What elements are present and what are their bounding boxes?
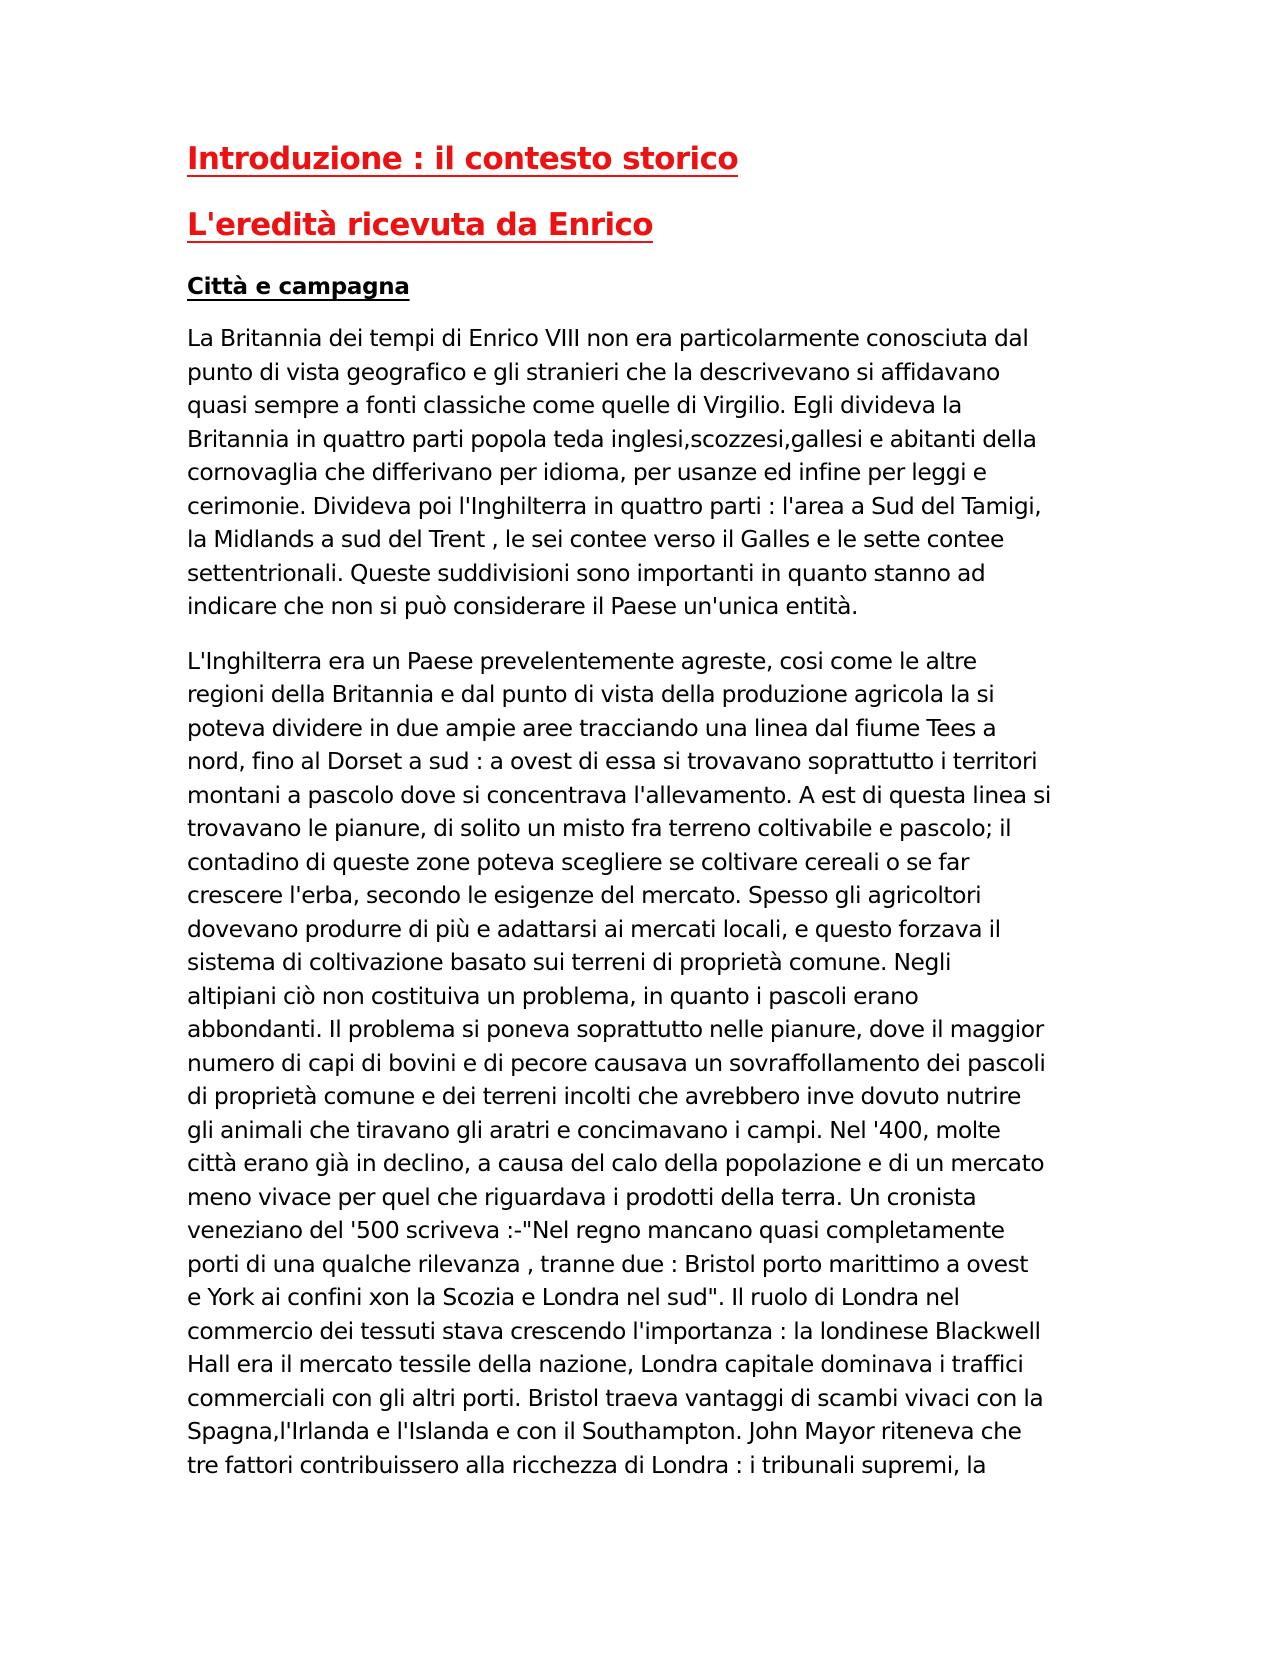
text-line: contadino di queste zone poteva scegliere se coltivare cereali o se far bbox=[187, 847, 970, 876]
text-line: altipiani ciò non costituiva un problema, in quanto i pascoli erano bbox=[187, 981, 919, 1010]
paragraph-2 bbox=[187, 645, 1097, 1483]
text-line: sistema di coltivazione basato sui terreni di proprietà comune. Negli bbox=[187, 948, 951, 976]
text-line: commercio dei tessuti stava crescendo l'importanza : la londinese Blackwell bbox=[187, 1316, 1041, 1345]
text-line: nord, fino al Dorset a sud : a ovest di essa si trovavano soprattutto i territori bbox=[187, 747, 1038, 775]
text-line: quasi sempre a fonti classiche come quelle di Virgilio. Egli divideva la bbox=[187, 391, 962, 419]
text-line: gli animali che tiravano gli aratri e concimavano i campi. Nel '400, molte bbox=[187, 1115, 1001, 1144]
heading-introduzione: Introduzione : il contesto storico bbox=[187, 141, 739, 177]
text-line: porti di una qualche rilevanza , tranne due : Bristol porto marittimo a ovest bbox=[187, 1249, 1029, 1278]
text-line: Spagna,l'Irlanda e l'Islanda e con il Southampton. John Mayor riteneva che bbox=[187, 1417, 1022, 1445]
text-line: Hall era il mercato tessile della nazione, Londra capitale dominava i traffici bbox=[187, 1350, 1024, 1378]
text-line: montani a pascolo dove si concentrava l'allevamento. A est di questa linea si bbox=[187, 780, 1051, 809]
text-line: cornovaglia che differivano per idioma, per usanze ed infine per leggi e bbox=[187, 458, 987, 486]
text-line: veneziano del '500 scriveva :-"Nel regno mancano quasi completamente bbox=[187, 1216, 1005, 1244]
text-line: abbondanti. Il problema si poneva soprattutto nelle pianure, dove il maggior bbox=[187, 1015, 1044, 1043]
text-line: trovavano le pianure, di solito un misto fra terreno coltivabile e pascolo; il bbox=[187, 814, 1012, 842]
text-line: numero di capi di bovini e di pecore causava un sovraffollamento dei pascoli bbox=[187, 1048, 1046, 1077]
text-line: cerimonie. Divideva poi l'Inghilterra in quattro parti : l'area a Sud del Tamigi, bbox=[187, 491, 1042, 520]
text-line: indicare che non si può considerare il Paese un'unica entità. bbox=[187, 592, 858, 620]
text-line: Britannia in quattro parti popola teda inglesi,scozzesi,gallesi e abitanti della bbox=[187, 424, 1037, 453]
text-line: La Britannia dei tempi di Enrico VIII non era particolarmente conosciuta dal bbox=[187, 324, 1029, 352]
text-line: città erano già in declino, a causa del calo della popolazione e di un mercato bbox=[187, 1149, 1045, 1177]
paragraph-1 bbox=[187, 322, 1097, 624]
text-line: e York ai confini xon la Scozia e Londra nel sud". Il ruolo di Londra nel bbox=[187, 1283, 960, 1311]
text-line: regioni della Britannia e dal punto di vista della produzione agricola la si bbox=[187, 680, 995, 708]
text-line: commerciali con gli altri porti. Bristol traeva vantaggi di scambi vivaci con la bbox=[187, 1383, 1044, 1412]
text-line: dovevano produrre di più e adattarsi ai mercati locali, e questo forzava il bbox=[187, 914, 1001, 943]
text-line: tre fattori contribuissero alla ricchezza di Londra : i tribunali supremi, la bbox=[187, 1450, 987, 1479]
text-line: punto di vista geografico e gli stranieri che la descrivevano si affidavano bbox=[187, 357, 1000, 386]
text-line: poteva dividere in due ampie aree tracciando una linea dal fiume Tees a bbox=[187, 713, 997, 742]
text-line: settentrionali. Queste suddivisioni sono importanti in quanto stanno ad bbox=[187, 558, 986, 587]
text-line: di proprietà comune e dei terreni incolti che avrebbero inve dovuto nutrire bbox=[187, 1082, 1021, 1110]
text-line: L'Inghilterra era un Paese prevelentemente agreste, cosi come le altre bbox=[187, 646, 977, 675]
text-line: crescere l'erba, secondo le esigenze del mercato. Spesso gli agricoltori bbox=[187, 881, 982, 909]
text-line: meno vivace per quel che riguardava i prodotti della terra. Un cronista bbox=[187, 1182, 977, 1211]
text-line: la Midlands a sud del Trent , le sei contee verso il Galles e le sette contee bbox=[187, 525, 1004, 553]
document-body bbox=[187, 140, 1097, 1503]
subheading-citta-campagna: Città e campagna bbox=[187, 274, 410, 300]
heading-eredita: L'eredità ricevuta da Enrico bbox=[187, 207, 653, 243]
